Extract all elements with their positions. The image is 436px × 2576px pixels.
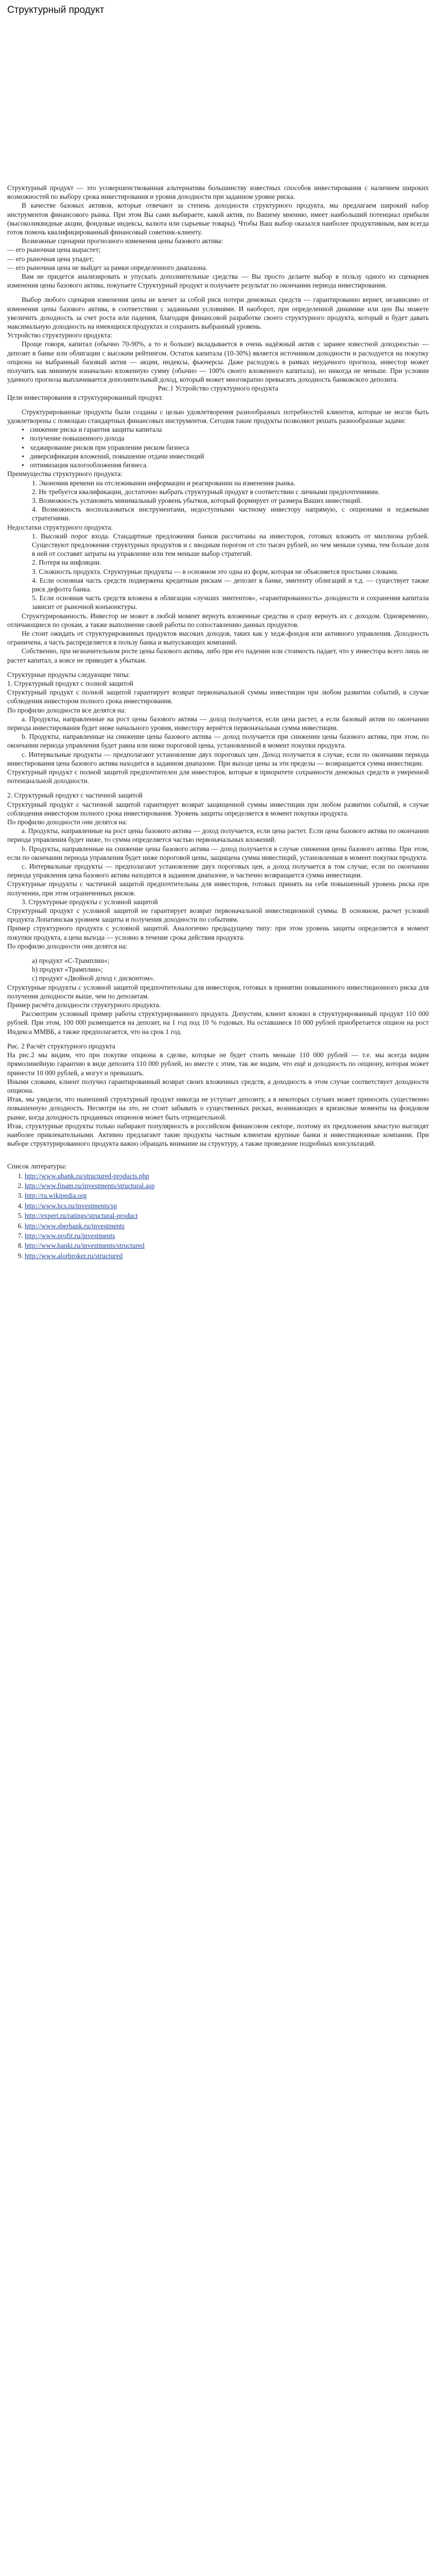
source-link[interactable]: http://www.alorbroker.ru/structured: [25, 1251, 123, 1260]
source-item: [25, 1181, 429, 1191]
advantages-list: [7, 479, 429, 523]
paragraph: По профилю доходности они делятся на:: [7, 942, 128, 950]
section-heading: Недостатки структурного продукта:: [7, 523, 113, 531]
paragraph: Итак, мы увидели, что нынешний структурный продукт никогда не уступает депозиту, а в некоторых случаях может приносить существенно повышенную доходность. Несмотря на это, не стоит забывать о существенных рисках, возникающих в кризисные моменты на фондовом рынке, когда доходность проданных опционов может быть отрицательной.: [7, 1095, 429, 1121]
type-heading: 3. Структурные продукты с условной защитой: [22, 897, 158, 906]
paragraph: b. Продукты, направленные на снижение цены базового актива — доход получается при снижении цены базового актива, при этом, по окончании периода управления будет равна или ниже пороговой цены, установленной в момент покупки продукта.: [7, 733, 429, 750]
paragraph: Структурные продукты с частичной защитой предпочтительны для инвесторов, готовых принять на себя повышенный уровень риска при получении, при этом ограниченных рисков.: [7, 880, 429, 897]
source-link[interactable]: http://www.profit.ru/investments: [25, 1231, 115, 1240]
source-item: [25, 1231, 429, 1241]
list-item: a) продукт «С-Трамплин»;: [32, 957, 110, 965]
section-heading: Преимущества структурного продукта:: [7, 470, 123, 478]
list-item: ● снижение риска и гарантия защиты капитала: [22, 425, 429, 434]
sources-title: Список литературы:: [7, 1162, 67, 1171]
paragraph: Структурный продукт с полной защитой гарантирует возврат первоначальной суммы инвестиции при любом развитии событий, в случае соблюдения инвестором полного срока инвестирования.: [7, 688, 429, 705]
source-item: [25, 1201, 429, 1211]
paragraph: Иными словами, клиент получил гарантированный возврат своих вложенных средств, а доходность в этом случае соответствует доходности опциона.: [7, 1077, 429, 1094]
list-item: ● оптимизация налогообложения бизнеса.: [22, 461, 429, 469]
source-item: [25, 1171, 429, 1181]
source-link[interactable]: http://expert.ru/ratings/structural-product: [25, 1212, 138, 1220]
source-link[interactable]: http://www.ubank.ru/structured-products.php: [25, 1172, 149, 1180]
source-link[interactable]: http://www.banki.ru/investments/structured: [25, 1242, 145, 1250]
paragraph: Структурный продукт с полной защитой предпочтителен для инвесторов, которые в приоритете сохранности денежных средств и умеренной потенциальной доходности.: [7, 768, 429, 785]
paragraph: a. Продукты, направленные на рост цены базового актива — доход получается, если цена растет, а если базовый актив по окончании периода инвестирования будет ниже начального уровня, инвестору вернётся первоначальная сумма инвестиции.: [7, 715, 429, 732]
paragraph: В качестве базовых активов, которые отвечают за степень доходности структурного продукта, мы предлагаем широкий набор инструментов финансового рынка. При этом Вы сами выбираете, какой актив, по Вашему мнению, имеет наибольший потенциал прибыли (высоколиквидные акции, фондовые индексы, валюта или сырьевые товары). Чтобы Ваш выбор оказался наиболее продуктивным, вам всегда готов помочь квалифицированный финансовый советник-клиенту.: [7, 201, 429, 236]
sources-list: [7, 1171, 429, 1261]
list-item: 4. Возможность воспользоваться инструментами, недоступными частному инвестору напрямую, с опционами и хеджевыми стратегиями.: [32, 505, 429, 522]
paragraph: Вам не придется анализировать и упускать дополнительные средства — Вы просто делаете выбор в пользу одного из сценариев изменения цены базового актива, покупаете Структурный продукт и получаете результат по окончании периода инвестирования.: [7, 273, 429, 290]
paragraph: Структурные продукты с условной защитой предпочтительны для инвесторов, готовых в принятии повышенного инвестиционного риска для получения доходности выше, чем по депозитам.: [7, 983, 429, 1000]
source-link[interactable]: http://www.sberbank.ru/investments: [25, 1222, 125, 1230]
list-item: ● диверсификация вложений, повышение отдачи инвестиций: [22, 452, 429, 461]
paragraph: Проще говоря, капитал (обычно 70-90%, а то и больше) вкладывается в очень надёжный актив с заранее известной доходностью — депозит в банке или облигации с высоким рейтингом. Остаток капитала (10-30%) является источником доходности и расходуется на покупку опциона на выбранный базовый актив — акции, индексы, фьючерсы. Даже расходуясь в рамках неудачного прогноза, инвестор может получить как минимум изначально вложенную сумму (обычно — 100% своего вложенного капитала), но никогда не меньше. При условии удачного прогноза выплачивается дополнительный доход, который может многократно превысить доходность банковского депозита.: [7, 340, 429, 384]
page-title: Структурный продукт: [7, 5, 104, 15]
paragraph: Рассмотрим условный пример работы структурированного продукта. Допустим, клиент вложил в структурированный продукт 110 000 рублей. При этом, 100 000 размещается на депозит, на 1 год под 10 % годовых. На оставшиеся 10 000 рублей приобретается опцион на рост Индекса ММВБ, а также предполагается, что на срок 1 год.: [7, 1010, 429, 1036]
list-item: 4. Если основная часть средств подвержена кредитным рискам — депозит в банке, эмитенту облигаций и т.д. — существует также риск дефолта банка.: [32, 576, 429, 593]
paragraph: Выбор любого сценария изменения цены не влечет за собой риск потери денежных средств — гарантированно вернет, независимо от изменения цены базового актива, в соответствии с заданными условиями. И наоборот, при определенной динамике или цен Вы можете увеличить доходность за счет роста или падения, благодаря финансовой разработке своего структурного продукта, который и будет давать максимальную доходность на имеющихся продуктах и сохранить выбранный уровень.: [7, 296, 429, 331]
list-item: b) продукт «Трамплин»;: [32, 965, 103, 974]
goals-list: [7, 425, 429, 469]
list-item: — его рыночная цена упадет;: [7, 255, 94, 263]
type-heading: 1. Структурный продукт с полной защитой: [7, 679, 133, 687]
list-item: 2. Не требуется квалификации, достаточно выбрать структурный продукт в соответствии с личными предпочтениями.: [32, 487, 380, 496]
source-item: [25, 1211, 429, 1221]
paragraph: c. Интервальные продукты — предполагают установление двух пороговых цен, а доход получается в том случае, если по окончании периода управления цена базового актива находится в заданном диапазоне, и частично возвращается сумма инвестиции.: [7, 862, 429, 879]
paragraph: Итак, структурные продукты только набирают популярность в российском финансовом секторе, поэтому их предложения зачастую выглядят наиболее привлекательными. Активно предлагают такие продукты частным клиентам крупные банки и инвестиционные компании. При выборе структурированного продукта важно обращать внимание на структуру, а также проведение подробных консультаций.: [7, 1122, 429, 1148]
list-item: ● хеджирование рисков при управлении риском бизнеса: [22, 443, 429, 452]
paragraph: Возможные сценарии прогнозного изменения цены базового актива:: [22, 237, 223, 245]
list-item: ● получение повышенного дохода: [22, 434, 429, 443]
source-link[interactable]: http://www.finam.ru/investments/structural.asp: [25, 1181, 155, 1190]
paragraph: Структурированные продукты были созданы с целью удовлетворения разнообразных потребностей клиентов, которые не могли быть удовлетворены с помощью стандартных финансовых инструментов. Сегодня такие продукты позволяют решать разнообразные задачи:: [7, 408, 429, 425]
list-item: 3. Возможность установить минимальный уровень убытков, который формирует от размера Ваших инвестиций.: [32, 496, 362, 504]
section-heading: Цели инвестирования в структурированный продукт.: [7, 393, 163, 401]
source-item: [25, 1241, 429, 1250]
paragraph: По профилю доходности все делятся на:: [7, 706, 126, 714]
paragraph: Устройство структурного продукта:: [7, 331, 112, 340]
paragraph: b. Продукты, направленные на снижение цены базового актива — доход получается в случае снижения цены базового актива. При этом, если по окончании периода управления будет ниже пороговой цены, защищена сумма инвестиций, установленная в момент покупки продукта.: [7, 844, 429, 861]
list-item: 5. Если основная часть средств вложена в облигации «лучших эмитентов», «гарантированность» доходности и сохранения капитала зависит от рыночной конъюнктуры.: [32, 594, 429, 611]
type-heading: 2. Структурный продукт с частичной защитой: [7, 791, 143, 800]
list-item: 2. Потеря на инфляции.: [32, 558, 101, 567]
section-heading: Структурные продукты следующие типы:: [7, 670, 130, 679]
source-item: [25, 1221, 429, 1231]
document-page: [0, 0, 436, 1273]
figure-caption: Рис. 2 Расчёт структурного продукта: [7, 1042, 115, 1050]
paragraph: На рис.2 мы видим, что при покупке опциона в сделке, которые не будет стоить меньше 110 000 рублей — т.е. мы всегда видим прямолинейную гарантию в виде депозита 110 000 рублей, но вместе с этим, так же видим, что ещё и доходность по опциону, которая может принести 10 000 рублей, а могут и превышать.: [7, 1051, 429, 1077]
list-item: c) продукт «Двойной доход с дисконтом».: [32, 974, 155, 982]
source-link[interactable]: http://www.bcs.ru/investments/sp: [25, 1201, 117, 1210]
source-item: [25, 1251, 429, 1261]
scenario-list: [7, 245, 429, 272]
paragraph: Структурный продукт с условной защитой не гарантирует возврат первоначальной инвестиционной суммы. В основном, расчет условий продукта Лопатинская уровнем защиты и получения доходности по событиям.: [7, 907, 429, 924]
paragraph: По профилю доходности они делятся на:: [7, 818, 128, 826]
paragraph: Структурированность. Инвестор не может в любой момент вернуть вложенные средства и сразу вернуть их с доходом. Одновременно, отличающиеся по срокам, а также выполнение своей работы по сопоставлению данных продуктов.: [7, 612, 429, 629]
list-item: 3. Сложность продукта. Структурные продукты — в основном это одна из форм, которая не объясняется простыми словами.: [32, 567, 398, 575]
list-item: — его рыночная цена вырастет;: [7, 246, 101, 254]
examples-list: [7, 956, 429, 983]
figure-caption: Рис.1 Устройство структурного продукта: [158, 384, 278, 393]
list-item: 1. Высокий порог входа. Стандартные предложения банков рассчитаны на инвесторов, готовых вложить от миллиона рублей. Существуют предложения структурных продуктов и с вводным порогом от сто тысяч рублей, но чем меньше сумма, тем больше доля в ней от составят затраты на управление или тем меньше выбор стратегий.: [32, 532, 429, 558]
paragraph: a. Продукты, направленные на рост цены базового актива — доход получается, если цена растет. Если цена базового актива по окончании периода управления будет ниже, то сумма определяется частью первоначальных вложений.: [7, 827, 429, 844]
disadvantages-list: [7, 532, 429, 612]
figure-blank-area: [7, 18, 429, 183]
source-item: [25, 1191, 429, 1200]
paragraph: Не стоит ожидать от структурированных продуктов высоких доходов, таких как у хедж-фондов или активного управления. Доходность ограничена, а часть распределяется в пользу банка и выпускающих компаний.: [7, 629, 429, 647]
paragraph: Пример структурного продукта с условной защитой. Аналогично предыдущему типу: при этом уровень защиты определяется в момент покупки продукта, а цена выхода — условно в течение срока действия продукта.: [7, 924, 429, 941]
source-link[interactable]: http://ru.wikipedia.org: [25, 1192, 87, 1200]
section-heading: Пример расчёта доходности структурного продукта.: [7, 1001, 161, 1009]
paragraph: c. Интервальные продукты — предполагают установление двух пороговых цен. Доход получается в случае, если по окончании периода инвестирования цена базового актива находится в заданном диапазоне. При выходе цены за эти пределы — возвращается сумма инвестиции.: [7, 750, 429, 767]
list-item: — его рыночная цена не выйдет за рамки определенного диапазона.: [7, 263, 207, 272]
paragraph: Структурный продукт — это усовершенствованная альтернатива большинству известных способов инвестирования с наличием широких возможностей по выбору срока инвестирования и уровня доходности при заданном уровне риска.: [7, 184, 429, 201]
paragraph: Собственно, при незначительном росте цены базового актива, либо при его падении или стоимость падает, что у инвестора всего лишь не растет капитал, а вовсе не приводит к убыткам.: [7, 647, 429, 664]
list-item: 1. Экономия времени на отслеживании информации и реагировании на изменения рынка.: [32, 479, 295, 487]
paragraph: Структурный продукт с частичной защитой гарантирует возврат защищенной суммы инвестиции при любом развитии событий, в случае соблюдения инвестором полного срока инвестирования. Уровень защиты определяется в момент покупки продукта.: [7, 800, 429, 817]
